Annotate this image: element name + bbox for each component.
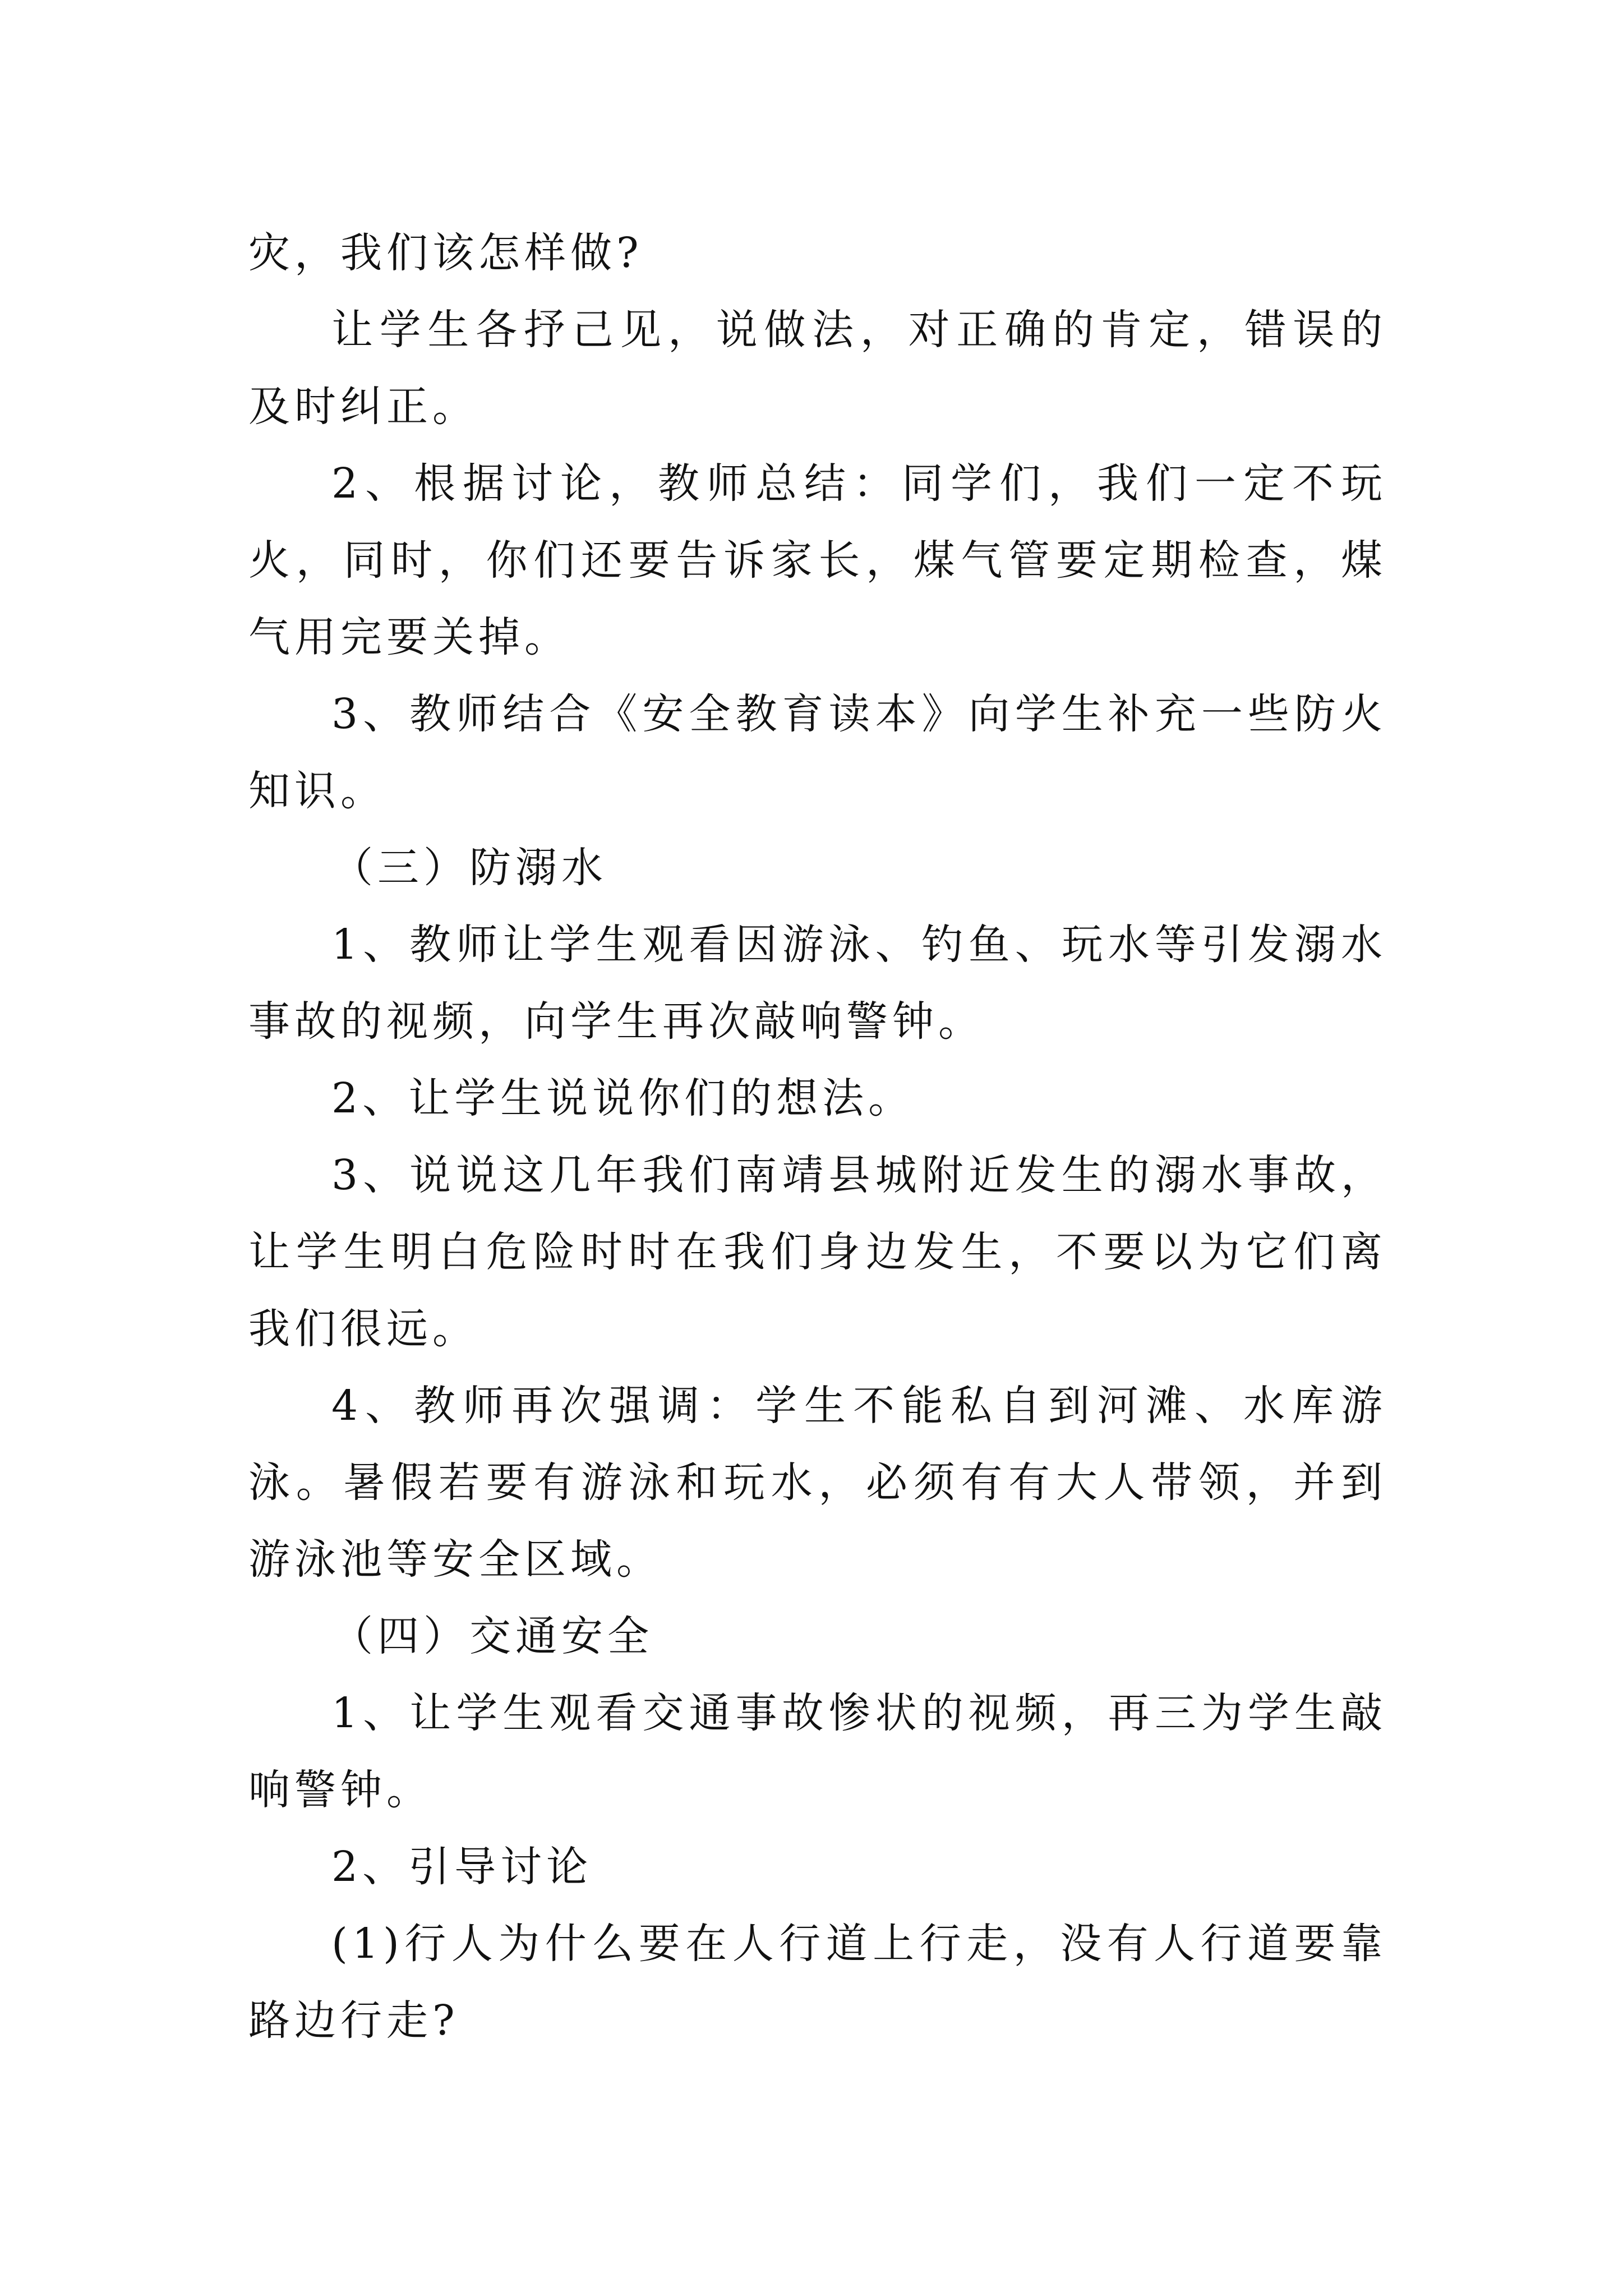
paragraph: 4、教师再次强调：学生不能私自到河滩、水库游泳。暑假若要有游泳和玩水，必须有有大人带领，并到游泳池等安全区域。 [248, 1382, 1387, 1584]
paragraph: 2、让学生说说你们的想法。 [331, 1074, 915, 1122]
paragraph: 1、让学生观看交通事故惨状的视频，再三为学生敲响警钟。 [248, 1689, 1387, 1814]
paragraph: 3、教师结合《安全教育读本》向学生补充一些防火知识。 [248, 690, 1387, 815]
paragraph: 灾，我们该怎样做? [248, 229, 643, 277]
section-heading: （四）交通安全 [331, 1612, 653, 1660]
paragraph: 2、根据讨论，教师总结：同学们，我们一定不玩火，同时，你们还要告诉家长，煤气管要定期检查，煤气用完要关掉。 [248, 459, 1387, 661]
paragraph: (1)行人为什么要在人行道上行走，没有人行道要靠路边行走? [248, 1920, 1387, 2045]
section-heading: （三）防溺水 [331, 844, 607, 892]
paragraph: 3、说说这几年我们南靖县城附近发生的溺水事故，让学生明白危险时时在我们身边发生，不要以为它们离我们很远。 [248, 1151, 1387, 1353]
document-body [248, 215, 1387, 2059]
paragraph: 1、教师让学生观看因游泳、钓鱼、玩水等引发溺水事故的视频，向学生再次敲响警钟。 [248, 921, 1387, 1046]
paragraph: 2、引导讨论 [331, 1843, 593, 1891]
paragraph: 让学生各抒己见，说做法，对正确的肯定，错误的及时纠正。 [248, 306, 1387, 431]
